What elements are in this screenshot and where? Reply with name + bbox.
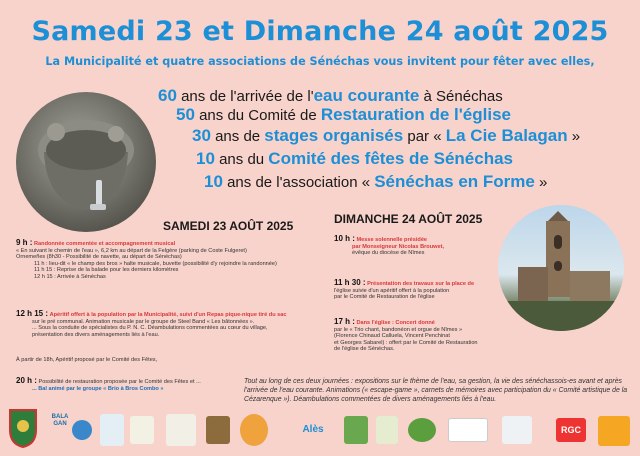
rgc-logo: RGC — [556, 418, 586, 442]
sunday-block-concert: 17 h : Dans l'église : Concert donné par le « Trio chant, bandonéon et orgue de Nîmes » (Florence Chinaud Calluela, Vincent Penchinat et Georges Sabarel) : offert par le Comité de Restauration de l'église de Sénéchas. — [334, 317, 478, 353]
association-logo — [100, 414, 124, 446]
partner-logo — [166, 414, 196, 446]
saturday-heading: SAMEDI 23 AOÛT 2025 — [163, 219, 294, 233]
anniversary-line: 30 ans de stages organisés par « La Cie Balagan » — [192, 126, 581, 145]
saturday-block-aperitif: À partir de 18h, Apéritif proposé par le Comité des Fêtes, — [16, 357, 158, 363]
partner-logo — [448, 418, 488, 442]
balagan-logo: BALA GAN — [51, 414, 69, 427]
dots-logo — [72, 420, 92, 440]
anniversary-line: 50 ans du Comité de Restauration de l'église — [176, 105, 511, 124]
saturday-block-hike: 9 h : Randonnée commentée et accompagnement musical « En suivant le chemin de l'eau », 6,2 km au départ de la Felgère (parking de Coste Fulgeret) Ornemeñes (8h30 - Possibilité de navette, au départ de Sénéchas) 11 h : lieu-dit « le champ des bros » halte musicale, buvette (possibilité d'y rejoindre la randonnée) 11 h 15 : Reprise de la balade pour les derniers kilomètres 12 h 15 : Arrivée à Sénéchas — [16, 238, 277, 280]
fountain-photo — [16, 92, 156, 232]
anniversary-line: 60 ans de l'arrivée de l'eau courante à Sénéchas — [158, 86, 503, 105]
partner-logo — [408, 418, 436, 442]
partner-logo — [344, 416, 368, 444]
event-subtitle: La Municipalité et quatre associations de Sénéchas vous invitent pour fêter avec elles, — [45, 55, 595, 68]
ales-agglo-logo: Alès — [302, 424, 324, 435]
saturday-block-noon: 12 h 15 : Apéritif offert à la population par la Municipalité, suivi d'un Repas pique-nique tiré du sac sur le pré communal. Animation musicale par le groupe de Steel Band « Les bâtonnées ». ... Sous la conduite de spécialistes du P. N. C. Déambulations commentées au cœur du village, présentation des divers aménagements liés à l'eau. — [16, 309, 287, 338]
partner-logo — [206, 416, 230, 444]
footer-note: Tout au long de ces deux journées : expositions sur le thème de l'eau, sa gestion, la vie des sénéchassois-es avant et après l'arrivée de l'eau courante. Animations (« escape-game », carnets de mémoires avec participation du « Comité artistique de la Cézarenque »). Déambulations commentées de divers aménagements liés à l'eau. — [244, 378, 628, 403]
partner-logo — [598, 416, 630, 446]
sponsor-logos — [0, 408, 640, 456]
coat-of-arms-icon — [8, 408, 38, 448]
sunday-block-works: 11 h 30 : Présentation des travaux sur la place de l'église suivie d'un apéritif offert à la population par le Comité de Restauration de l'église — [334, 278, 475, 301]
church-photo — [498, 205, 624, 331]
partner-logo — [502, 416, 532, 444]
sunday-block-mass: 10 h : Messe solennelle présidée par Monseigneur Nicolas Brouwet, évêque du diocèse de Nîmes — [334, 234, 445, 257]
saturday-block-evening: 20 h : Possibilité de restauration proposée par le Comité des Fêtes et ... ... Bal animé par le groupe « Brio à Bros Combo » — [16, 376, 201, 392]
partner-logo — [240, 414, 268, 446]
anniversary-line: 10 ans du Comité des fêtes de Sénéchas — [196, 149, 514, 168]
partner-logo — [376, 416, 398, 444]
partner-logo — [130, 416, 154, 444]
sunday-heading: DIMANCHE 24 AOÛT 2025 — [334, 212, 483, 226]
event-title: Samedi 23 et Dimanche 24 août 2025 — [31, 16, 609, 47]
anniversary-line: 10 ans de l'association « Sénéchas en Forme » — [204, 172, 548, 191]
